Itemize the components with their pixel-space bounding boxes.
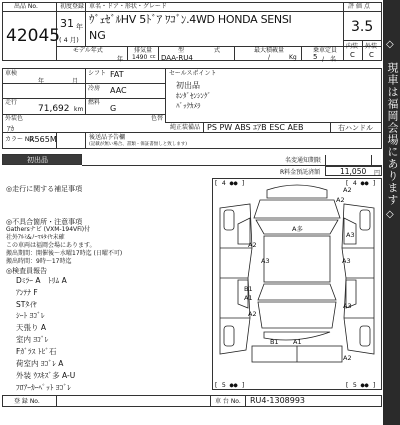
first-reg-label: 初度登録 [60,3,85,10]
steering: 右ハンドル [338,124,373,132]
report-line: 天張り A [16,323,47,332]
max-load-unit: Kg [289,54,297,61]
recycle-label: R料金預託済額 [280,169,321,176]
damage-mark: A2 [248,241,257,249]
report-line: 室内 ﾖｺﾞﾚ [16,335,49,344]
reg-no-label: 登 録 No. [14,398,40,405]
sales-point-3: ﾊﾞｯｸｶﾒﾗ [176,102,201,110]
mileage: 71,692 [38,104,70,114]
tire-front-right: [ 4 ●● ] [345,179,377,187]
damage-mark: A3 [342,257,351,265]
report-line: 荷室内 ﾖｺﾞﾚ A [16,359,64,368]
model-label: 型 [178,47,185,54]
color-no: R565M [29,135,57,144]
max-load-label: 最大積載量 [254,47,285,54]
note-line: Gathersナビ (VXM-194VFi)付 [6,226,91,233]
ext-color-label: 外装色 [5,115,24,122]
car-diagram-outline [212,178,382,390]
capacity: 5 [313,53,318,61]
report-line: STﾀｲﾔ [16,300,37,309]
shift: FAT [110,70,124,79]
damage-mark: B1 [270,338,279,346]
diamond-icon: ◇ [386,39,394,50]
car-name-line1: ｳﾞｪｾﾞﾙHV 5ﾄﾞｱ ﾜｺﾞﾝ.4WD HONDA SENSI [89,13,292,26]
tire-front-left: [ 4 ●● ] [214,179,246,187]
damage-mark: A3 [346,231,355,239]
tire-rear-right: [ 5 ●● ] [345,381,377,389]
note-line: 搬出時間：9時～17時迄 [6,258,72,265]
damage-mark: A1 [293,338,302,346]
inspection-year: 年 [38,78,45,85]
reminder-sub: (記載が無い場合、書類・保証書無しと致します) [89,142,188,147]
displacement-label: 排気量 [134,47,153,54]
fuel-label: 燃料 [88,99,101,106]
ac-label: 冷房 [88,85,101,92]
notes-title: ◎不具合箇所・注意事項 [6,218,83,226]
ext-color: ｱｶ [7,125,14,133]
damage-mark: A2 [343,354,352,362]
capacity-unit: / 名 [322,56,337,63]
sales-point-1: 初出品 [176,81,200,90]
inspection-label: 車検 [5,70,18,77]
score-value: 3.5 [351,19,374,35]
report-line: ｱﾝﾃﾅ F [16,288,38,297]
options-label: 純正装備品 [170,124,201,131]
note-line: 社外ｱﾙﾐ&ﾉｰﾏﾙﾀｲﾔ未確 [6,234,65,241]
footer-frame [2,395,382,407]
report-line: 外装 ｳｽｷｽﾞ多 A-U [16,371,76,380]
color-change-label: 色替 [151,115,164,122]
tire-rear-left: [ 5 ●● ] [214,381,246,389]
fuel: G [110,104,117,113]
shift-label: シフト [88,70,107,77]
damage-mark: A3 [343,302,352,310]
car-name-line2: NG [89,29,106,42]
report-line: Fｶﾞﾗｽ ﾄﾋﾞ石 [16,347,57,356]
damage-mark: A2 [343,186,352,194]
chassis-label: 車 台 No. [215,398,241,405]
side-banner-text: 現車は福岡会場にあります [386,62,399,206]
supplement-title: ◎走行に関する補足事項 [6,185,83,193]
mileage-unit: km [74,106,84,113]
model-year-unit: 年 [117,56,124,63]
first-reg-month: ( 4 月) [59,36,79,44]
damage-mark: A1 [244,294,253,302]
type-label: 式 [214,47,221,54]
note-line: この車両は福岡会場にあります。 [6,242,96,249]
sales-point-label: セールスポイント [169,70,217,77]
diamond-icon: ◇ [386,209,394,220]
options: PS PW ABS ｴｱB ESC AEB [207,123,304,132]
first-listing-badge: 初出品 [27,156,48,164]
exterior-label: 外装 [365,43,378,50]
recycle-amount: 11,050 [340,167,367,176]
damage-mark: A多 [292,225,303,233]
displacement-unit: cc [150,54,156,60]
first-reg-year: 31 [60,17,74,30]
score-label: 評 価 点 [348,3,370,10]
name-change-label: 名変通知期限 [285,157,322,164]
exterior-grade: C [369,51,374,59]
capacity-label: 乗車定員 [313,47,338,54]
chassis-no: RU4-1308993 [250,396,306,405]
color-no-label: カラー No. [5,136,35,143]
mileage-label: 走行 [5,99,18,106]
recycle-unit: 円 [374,170,381,177]
lot-no: 42045 [6,26,61,46]
damage-mark: A3 [261,257,270,265]
car-name-label: 車名・ドア・形状・グレード [89,3,167,10]
ac: AAC [110,86,127,95]
displacement: 1490 [132,54,148,61]
note-line: 搬出期間：開催後～水曜17時迄 (日曜不可) [6,250,123,257]
reminder-label: 後送品予告欄 [89,134,126,141]
damage-mark: A2 [336,196,345,204]
sales-point-2: ﾎﾝﾀﾞｾﾝｼﾝｸﾞ [176,92,211,100]
model-code: DAA-RU4 [161,54,193,62]
lot-no-label: 出品 No. [14,3,38,10]
side-banner [383,0,400,425]
interior-label: 内装 [346,43,359,50]
report-line: ﾌﾛｱｰｶｰﾍﾟｯﾄ ﾖｺﾞﾚ [16,383,71,392]
report-line: Dﾐﾗｰ A ﾄﾘﾑ A [16,276,67,285]
model-year-label: モデル年式 [73,47,103,54]
first-reg-year-unit: 年 [76,23,83,31]
inspection-month: 月 [72,78,79,85]
damage-mark: A2 [248,310,257,318]
max-load-slash: / [268,54,271,61]
report-title: ◎検査員報告 [6,267,48,275]
interior-grade: C [350,51,355,59]
report-line: ｼｰﾄ ﾖｺﾞﾚ [16,311,45,320]
damage-mark: B1 [244,285,253,293]
